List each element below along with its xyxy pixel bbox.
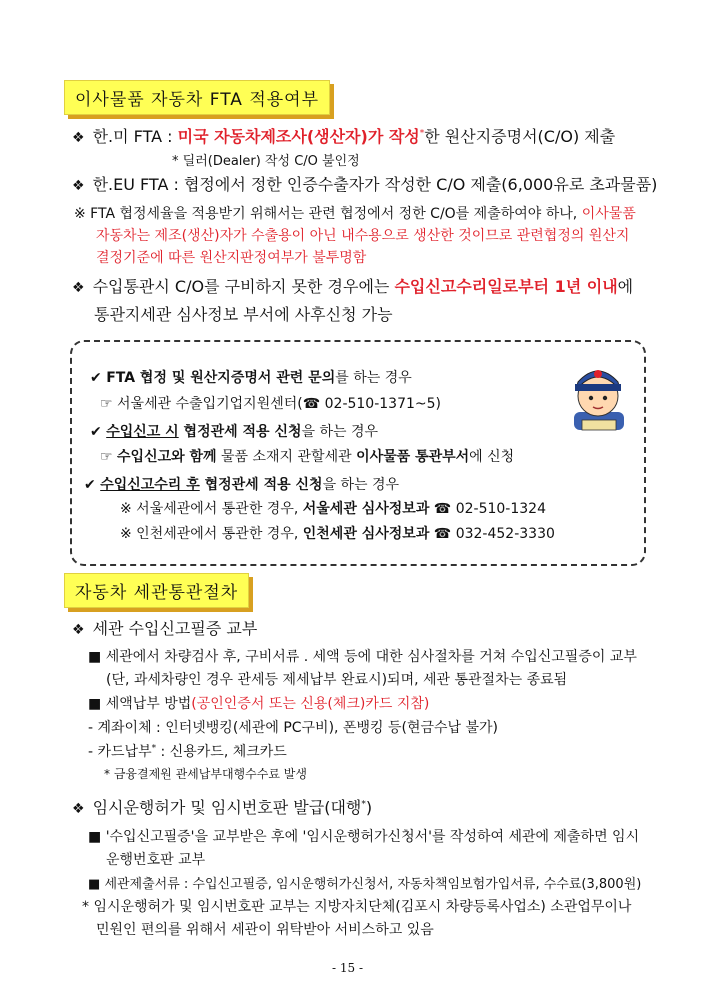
check-icon: ✔ bbox=[84, 477, 96, 493]
check-icon: ✔ bbox=[90, 424, 102, 440]
telephone-icon: ☎ bbox=[433, 526, 452, 542]
fta-note-line3: 결정기준에 따른 원산지판정여부가 불투명함 bbox=[96, 250, 367, 266]
square-bullet-icon: ■ bbox=[88, 696, 102, 712]
post-application-line1: ❖ 수입통관시 C/O를 구비하지 못한 경우에는 수입신고수리일로부터 1년 이내에 bbox=[72, 277, 634, 296]
payment-method-line: ■ 세액납부 방법(공인인증서 또는 신용(체크)카드 지참) bbox=[88, 696, 430, 712]
diamond-bullet-icon: ❖ bbox=[72, 178, 85, 194]
korea-us-fta-line: ❖ 한.미 FTA : 미국 자동차제조사(생산자)가 작성*한 원산지증명서(C/O) 제출 bbox=[72, 127, 616, 146]
delegation-note-line2: 민원인 편의를 위해서 세관이 위탁받아 서비스하고 있음 bbox=[96, 922, 434, 938]
post-application-line2: 통관지세관 심사정보 부서에 사후신청 가능 bbox=[94, 305, 393, 324]
contact-item-at-declaration: ✔ 수입신고 시 협정관세 적용 신청을 하는 경우 bbox=[90, 424, 379, 440]
customs-officer-mascot-icon bbox=[560, 360, 636, 436]
telephone-icon: ☎ bbox=[433, 501, 452, 517]
diamond-bullet-icon: ❖ bbox=[72, 801, 85, 817]
pointing-hand-icon: ☞ bbox=[100, 396, 113, 412]
contact-sub-seoul-audit: ※ 서울세관에서 통관한 경우, 서울세관 심사정보과 ☎ 02-510-1324 bbox=[120, 501, 546, 517]
contact-item-after-acceptance: ✔ 수입신고수리 후 협정관세 적용 신청을 하는 경우 bbox=[84, 477, 400, 493]
contact-sub-relocation-office: ☞ 수입신고와 함께 물품 소재지 관할세관 이사물품 통관부서에 신청 bbox=[100, 449, 515, 465]
temporary-plate-title: ❖ 임시운행허가 및 임시번호판 발급(대행*) bbox=[72, 798, 373, 817]
inspection-line2: (단, 과세차량인 경우 관세등 제세납부 완료시)되며, 세관 통관절차는 종료됨 bbox=[106, 672, 568, 688]
contact-sub-incheon-audit: ※ 인천세관에서 통관한 경우, 인천세관 심사정보과 ☎ 032-452-3330 bbox=[120, 526, 555, 542]
temporary-plate-line1: ■ '수입신고필증'을 교부받은 후에 '임시운행허가신청서'를 작성하여 세관에 제출하면 임시 bbox=[88, 829, 640, 845]
square-bullet-icon: ■ bbox=[88, 649, 102, 665]
diamond-bullet-icon: ❖ bbox=[72, 622, 85, 638]
page-number: - 15 - bbox=[332, 961, 364, 975]
check-icon: ✔ bbox=[90, 370, 102, 386]
required-documents-line: ■ 세관제출서류 : 수입신고필증, 임시운행허가신청서, 자동차책임보험가입서류, 수수료(3,800원) bbox=[88, 877, 642, 892]
bank-transfer-line: - 계좌이체 : 인터넷뱅킹(세관에 PC구비), 폰뱅킹 등(현금수납 불가) bbox=[88, 720, 499, 736]
fee-note: * 금융결제원 관세납부대행수수료 발생 bbox=[104, 767, 307, 781]
diamond-bullet-icon: ❖ bbox=[72, 280, 85, 296]
korea-eu-fta-line: ❖ 한.EU FTA : 협정에서 정한 인증수출자가 작성한 C/O 제출(6,000유로 초과물품) bbox=[72, 175, 658, 194]
temporary-plate-line2: 운행번호판 교부 bbox=[106, 852, 206, 868]
pointing-hand-icon: ☞ bbox=[100, 449, 113, 465]
dealer-note: * 딜러(Dealer) 작성 C/O 불인정 bbox=[172, 154, 360, 169]
section-title-fta: 이사물품 자동차 FTA 적용여부 bbox=[64, 80, 330, 115]
contact-item-fta-inquiry: ✔ FTA 협정 및 원산지증명서 관련 문의를 하는 경우 bbox=[90, 370, 412, 386]
card-payment-line: - 카드납부* : 신용카드, 체크카드 bbox=[88, 743, 287, 760]
delegation-note-line1: * 임시운행허가 및 임시번호판 교부는 지방자치단체(김포시 차량등록사업소) 소관업무이나 bbox=[82, 899, 632, 915]
import-certificate-line: ❖ 세관 수입신고필증 교부 bbox=[72, 619, 258, 638]
contact-sub-seoul-center: ☞ 서울세관 수출입기업지원센터(☎ 02-510-1371~5) bbox=[100, 396, 441, 412]
fta-note-line2: 자동차는 제조(생산)자가 수출용이 아닌 내수용으로 생산한 것이므로 관련협정의 원산지 bbox=[96, 228, 630, 244]
fta-note-line1: ※ FTA 협정세율을 적용받기 위해서는 관련 협정에서 정한 C/O를 제출하여야 하나, 이사물품 bbox=[74, 206, 636, 222]
section-title-customs-procedure: 자동차 세관통관절차 bbox=[64, 573, 249, 608]
square-bullet-icon: ■ bbox=[88, 877, 101, 892]
square-bullet-icon: ■ bbox=[88, 829, 102, 845]
inspection-line1: ■ 세관에서 차량검사 후, 구비서류 . 세액 등에 대한 심사절차를 거쳐 수입신고필증이 교부 bbox=[88, 649, 637, 665]
diamond-bullet-icon: ❖ bbox=[72, 130, 85, 146]
